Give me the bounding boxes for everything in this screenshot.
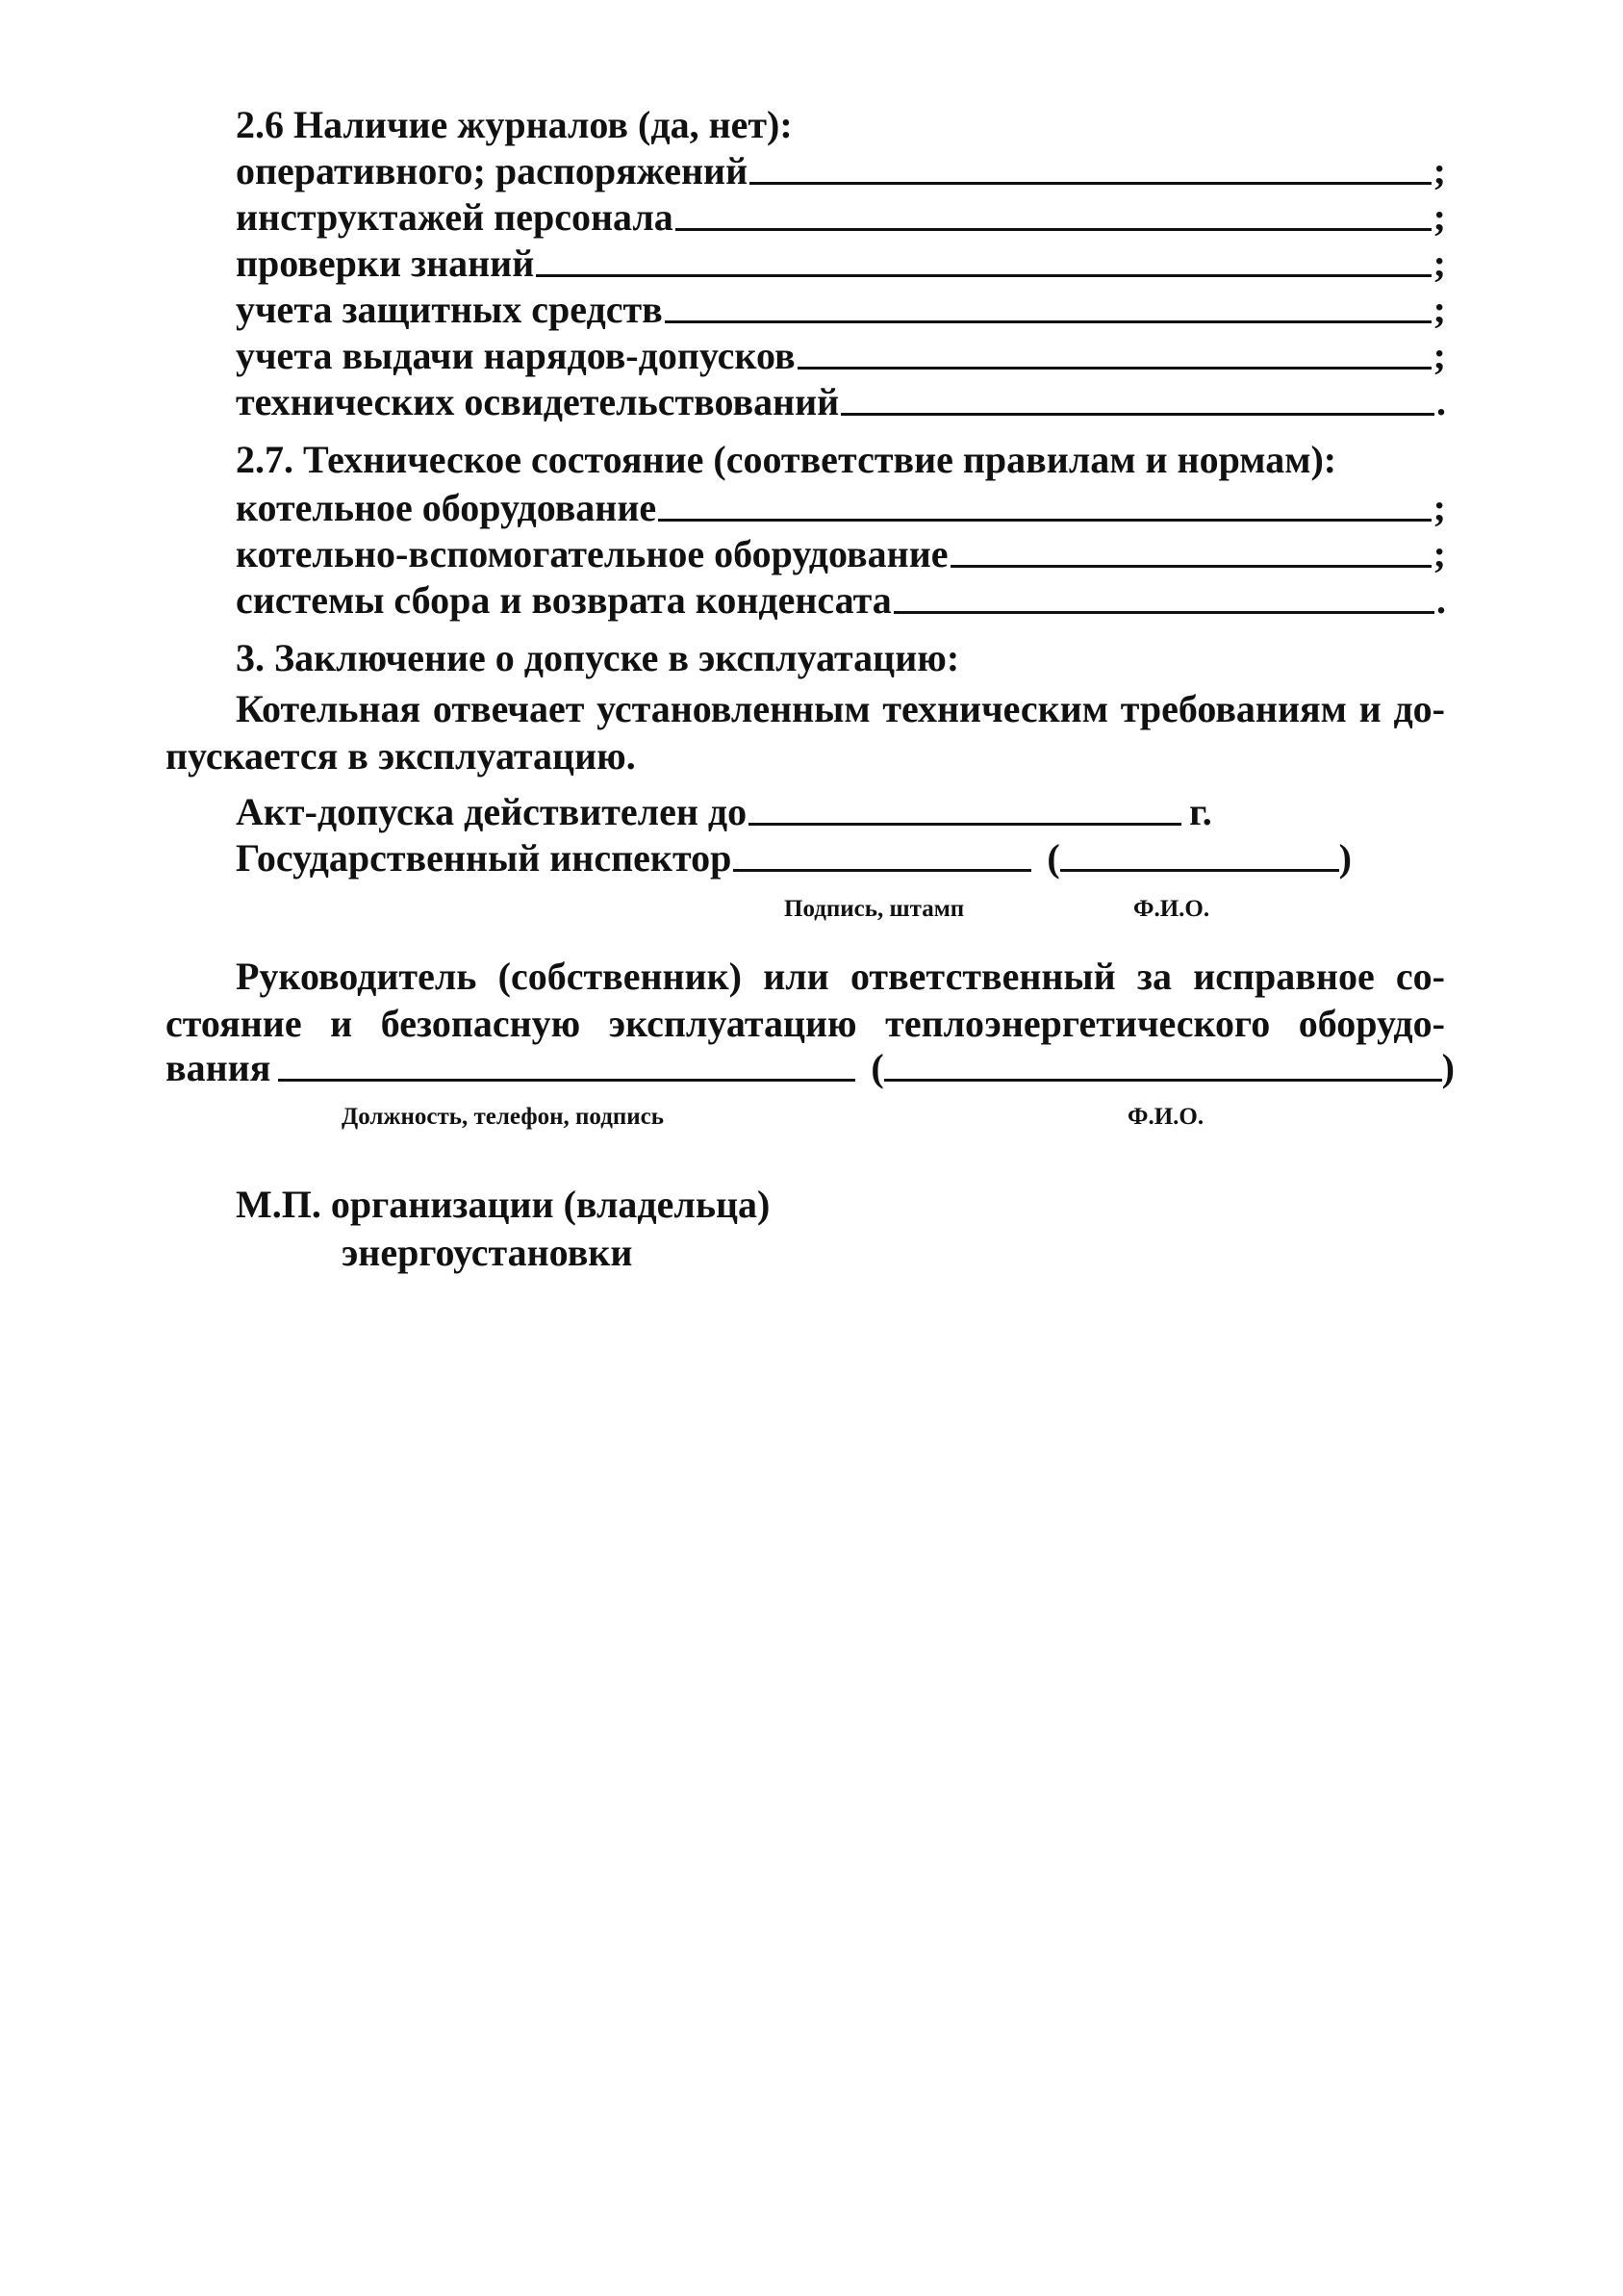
journal-briefing-row: инструктажей персонала ; [236,195,1446,239]
condition-label: системы сбора и возврата конденсата [236,578,892,622]
journal-operational-row: оперативного; распоряжений ; [236,149,1446,192]
journal-label: технических освидетельствований [236,380,840,423]
manager-label-end: вания [165,1046,271,1089]
inspector-label: Государственный инспектор [236,836,732,880]
section-2-7-heading: 2.7. Техническое состояние (соответствие правилам и нормам): [236,438,1337,481]
fill-line[interactable] [951,565,1432,568]
inspector-row: Государственный инспектор ( ) [236,836,1352,880]
conclusion-text: Котельная отвечает установленным техническим требованиям и до- пускается в эксплуатацию. [165,687,1445,778]
condition-label: котельно-вспомогательное оборудование [236,532,949,575]
condition-label: котельное оборудование [236,486,657,529]
manager-signature-row: вания ( ) [165,1046,1455,1089]
manager-name-field[interactable] [884,1079,1442,1082]
journal-inspections-row: технических освидетельствований . [236,380,1446,423]
condensate-system-row: системы сбора и возврата конденсата . [236,578,1446,622]
auxiliary-equipment-row: котельно-вспомогательное оборудование ; [236,532,1446,575]
fill-line[interactable] [894,611,1434,614]
manager-position-field[interactable] [278,1079,855,1082]
journal-label: инструктажей персонала [236,195,673,239]
journal-protective-row: учета защитных средств ; [236,288,1446,331]
journal-label: оперативного; распоряжений [236,149,748,192]
seal-line-1: М.П. организации (владельца) [236,1183,771,1226]
journal-permits-row: учета выдачи нарядов-допусков ; [236,334,1446,377]
fill-line[interactable] [675,228,1432,231]
validity-label: Акт-допуска действителен до [236,790,748,833]
year-suffix: г. [1189,790,1212,833]
journal-label: учета выдачи нарядов-допусков [236,334,796,377]
section-3-heading: 3. Заключение о допуске в эксплуатацию: [236,636,960,679]
manager-name-caption: Ф.И.О. [1128,1104,1205,1130]
validity-date-field[interactable] [748,823,1181,826]
manager-text: Руководитель (собственник) или ответственный за исправное со- стояние и безопасную эксплуатацию теплоэнергетического оборудо- [165,955,1445,1045]
fill-line[interactable] [658,519,1432,522]
inspector-name-caption: Ф.И.О. [1133,896,1210,922]
fill-line[interactable] [536,274,1431,277]
journal-label: учета защитных средств [236,288,663,331]
boiler-equipment-row: котельное оборудование ; [236,486,1446,529]
inspector-name-field[interactable] [1060,869,1339,872]
section-2-6-heading: 2.6 Наличие журналов (да, нет): [236,103,793,146]
journal-knowledge-row: проверки знаний ; [236,242,1446,285]
fill-line[interactable] [665,320,1432,323]
seal-line-2: энергоустановки [342,1231,633,1274]
fill-line[interactable] [798,367,1432,370]
journal-label: проверки знаний [236,242,535,285]
fill-line[interactable] [841,413,1434,416]
manager-position-caption: Должность, телефон, подпись [342,1104,664,1130]
inspector-signature-field[interactable] [733,869,1031,872]
inspector-signature-caption: Подпись, штамп [784,896,965,922]
validity-row [236,789,1212,835]
fill-line[interactable] [749,182,1432,185]
